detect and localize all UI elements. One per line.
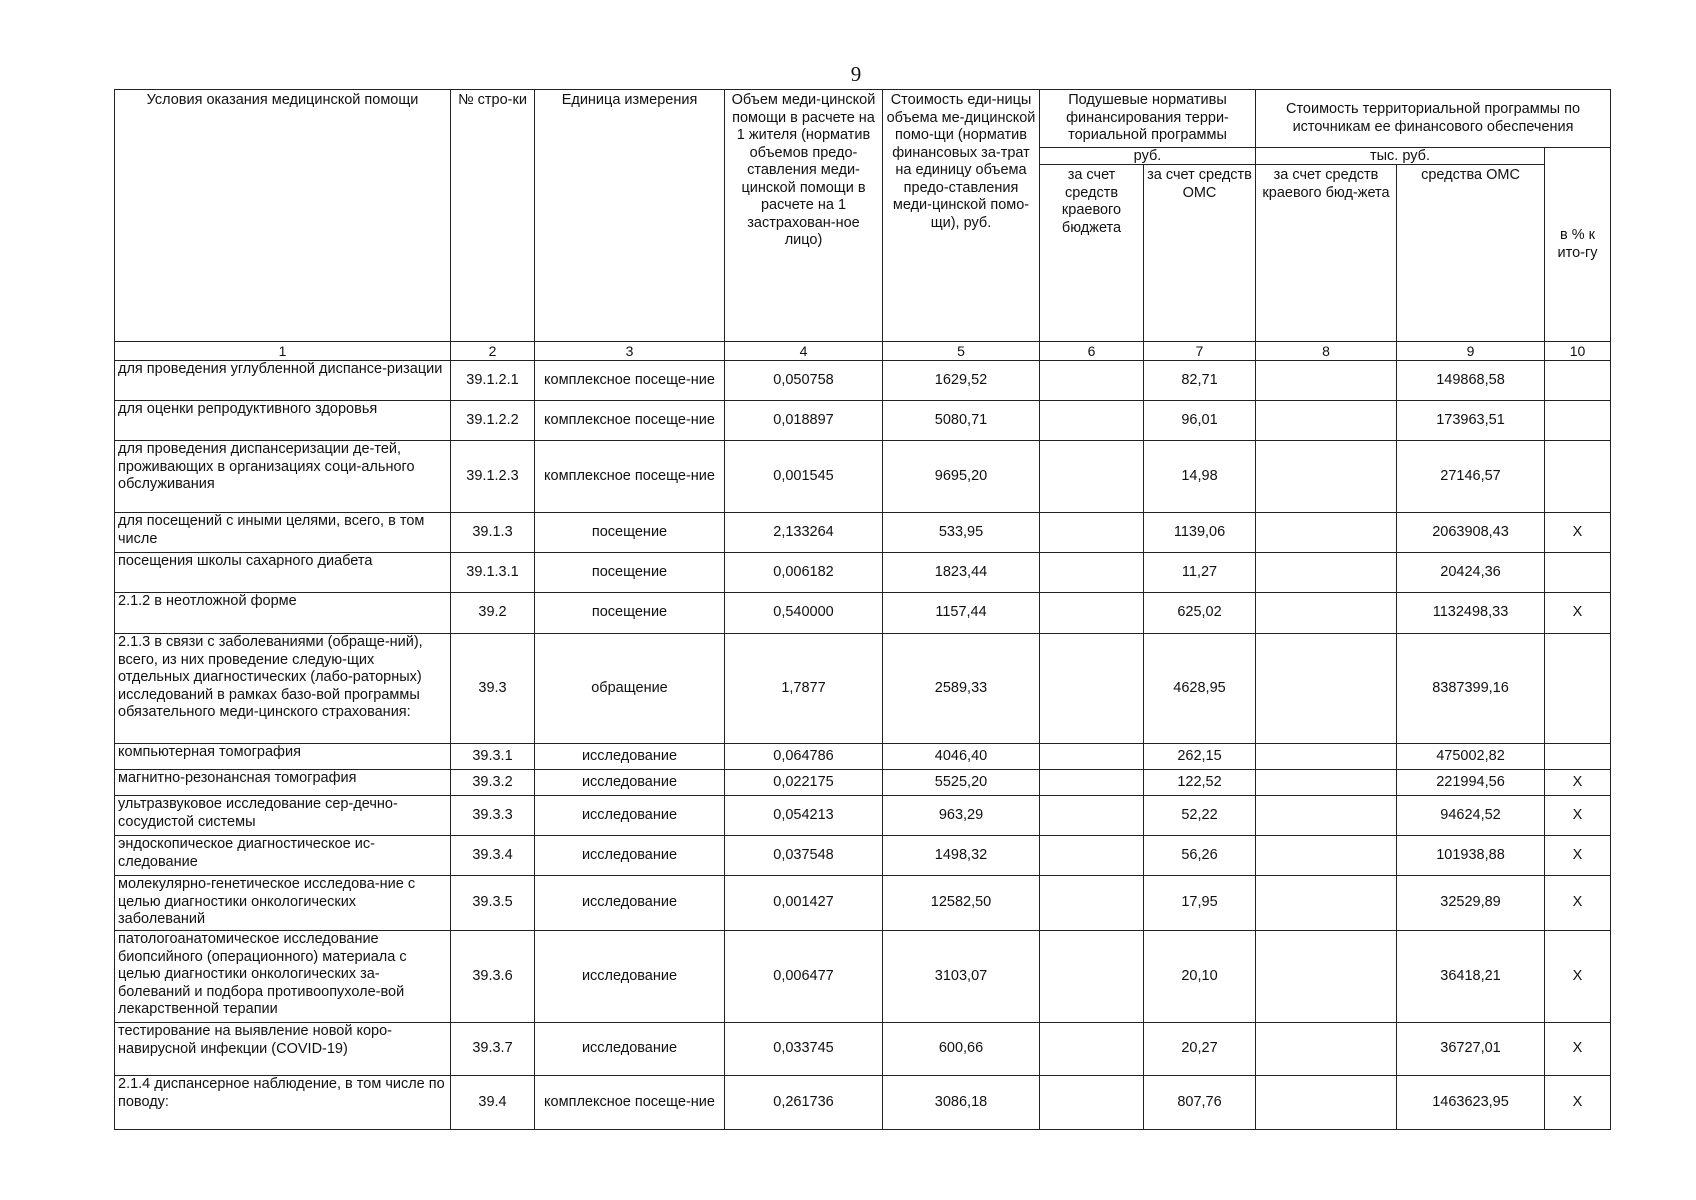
row-unit: посещение — [535, 513, 725, 553]
row-oms-total: 149868,58 — [1397, 361, 1545, 401]
row-volume: 0,054213 — [725, 796, 883, 836]
row-percent-total — [1545, 634, 1611, 744]
row-oms-norm: 1139,06 — [1144, 513, 1256, 553]
table-row — [115, 770, 1611, 796]
row-regional-budget — [1040, 634, 1144, 744]
row-oms-total: 36727,01 — [1397, 1023, 1545, 1076]
row-number: 39.1.3 — [451, 513, 535, 553]
row-oms-norm: 807,76 — [1144, 1076, 1256, 1130]
column-number: 7 — [1144, 342, 1256, 361]
row-oms-total: 8387399,16 — [1397, 634, 1545, 744]
page-number: 9 — [850, 62, 862, 86]
row-oms-total: 36418,21 — [1397, 931, 1545, 1023]
row-volume: 0,540000 — [725, 593, 883, 634]
row-number: 39.1.3.1 — [451, 553, 535, 593]
row-unit: комплексное посеще-ние — [535, 361, 725, 401]
row-unit: обращение — [535, 634, 725, 744]
row-regional-budget-total — [1256, 361, 1397, 401]
row-oms-norm: 625,02 — [1144, 593, 1256, 634]
column-number: 6 — [1040, 342, 1144, 361]
row-oms-norm: 20,10 — [1144, 931, 1256, 1023]
row-volume: 0,006182 — [725, 553, 883, 593]
row-volume: 0,022175 — [725, 770, 883, 796]
row-oms-total: 1463623,95 — [1397, 1076, 1545, 1130]
column-number: 5 — [883, 342, 1040, 361]
row-unit: посещение — [535, 553, 725, 593]
header-rub: руб. — [1040, 148, 1256, 165]
row-regional-budget — [1040, 1076, 1144, 1130]
row-regional-budget — [1040, 744, 1144, 770]
row-unit: исследование — [535, 796, 725, 836]
header-per-capita-norms: Подушевые нормативы финансирования терри-ториальной программы — [1040, 90, 1256, 148]
row-volume: 0,261736 — [725, 1076, 883, 1130]
row-volume: 0,050758 — [725, 361, 883, 401]
row-regional-budget — [1040, 931, 1144, 1023]
row-oms-total: 173963,51 — [1397, 401, 1545, 441]
row-volume: 0,033745 — [725, 1023, 883, 1076]
row-oms-norm: 122,52 — [1144, 770, 1256, 796]
row-percent-total — [1545, 401, 1611, 441]
row-regional-budget — [1040, 876, 1144, 931]
row-oms-total: 94624,52 — [1397, 796, 1545, 836]
row-volume: 1,7877 — [725, 634, 883, 744]
row-regional-budget-total — [1256, 1023, 1397, 1076]
header-unit-cost: Стоимость еди-ницы объема ме-дицинской помо-щи (норматив финансовых за-трат на единицу объема предо-ставления меди-цинской помо-щи), руб. — [883, 90, 1040, 342]
row-name: ультразвуковое исследование сер-дечно-сосудистой системы — [115, 796, 451, 836]
row-number: 39.3 — [451, 634, 535, 744]
row-percent-total: Х — [1545, 593, 1611, 634]
row-unit-cost: 1157,44 — [883, 593, 1040, 634]
row-regional-budget-total — [1256, 553, 1397, 593]
column-number: 9 — [1397, 342, 1545, 361]
row-regional-budget-total — [1256, 1076, 1397, 1130]
row-number: 39.1.2.1 — [451, 361, 535, 401]
row-oms-total: 2063908,43 — [1397, 513, 1545, 553]
header-volume: Объем меди-цинской помощи в расчете на 1 жителя (норматив объемов предо-ставления меди-цинской помощи в расчете на 1 застрахован-ное лицо) — [725, 90, 883, 342]
row-volume: 0,064786 — [725, 744, 883, 770]
table-row — [115, 634, 1611, 744]
row-percent-total: Х — [1545, 770, 1611, 796]
row-unit-cost: 5525,20 — [883, 770, 1040, 796]
row-oms-norm: 11,27 — [1144, 553, 1256, 593]
row-percent-total: Х — [1545, 876, 1611, 931]
row-percent-total: Х — [1545, 1023, 1611, 1076]
row-unit: комплексное посеще-ние — [535, 401, 725, 441]
row-percent-total — [1545, 441, 1611, 513]
row-number: 39.3.6 — [451, 931, 535, 1023]
row-oms-total: 475002,82 — [1397, 744, 1545, 770]
row-unit: комплексное посеще-ние — [535, 1076, 725, 1130]
row-volume: 0,001427 — [725, 876, 883, 931]
table-row — [115, 401, 1611, 441]
column-numbers-row — [115, 342, 1611, 361]
row-oms-total: 27146,57 — [1397, 441, 1545, 513]
row-regional-budget — [1040, 593, 1144, 634]
row-unit: исследование — [535, 744, 725, 770]
table-row — [115, 931, 1611, 1023]
column-number: 2 — [451, 342, 535, 361]
row-volume: 0,006477 — [725, 931, 883, 1023]
row-volume: 0,018897 — [725, 401, 883, 441]
row-oms-norm: 262,15 — [1144, 744, 1256, 770]
row-name: магнитно-резонансная томография — [115, 770, 451, 796]
row-name: компьютерная томография — [115, 744, 451, 770]
row-name: тестирование на выявление новой коро-навирусной инфекции (COVID-19) — [115, 1023, 451, 1076]
row-number: 39.3.7 — [451, 1023, 535, 1076]
header-conditions: Условия оказания медицинской помощи — [115, 90, 451, 342]
row-regional-budget-total — [1256, 441, 1397, 513]
column-number: 4 — [725, 342, 883, 361]
row-unit-cost: 12582,50 — [883, 876, 1040, 931]
row-unit-cost: 600,66 — [883, 1023, 1040, 1076]
row-unit-cost: 533,95 — [883, 513, 1040, 553]
table-row — [115, 744, 1611, 770]
row-unit-cost: 1629,52 — [883, 361, 1040, 401]
column-number: 3 — [535, 342, 725, 361]
row-name: 2.1.2 в неотложной форме — [115, 593, 451, 634]
row-oms-total: 20424,36 — [1397, 553, 1545, 593]
row-unit: исследование — [535, 1023, 725, 1076]
row-number: 39.3.3 — [451, 796, 535, 836]
header-program-cost: Стоимость территориальной программы по источникам ее финансового обеспечения — [1256, 90, 1611, 148]
row-regional-budget-total — [1256, 634, 1397, 744]
table-body — [115, 361, 1611, 1130]
row-percent-total: Х — [1545, 931, 1611, 1023]
row-oms-norm: 14,98 — [1144, 441, 1256, 513]
table-row — [115, 796, 1611, 836]
row-percent-total: Х — [1545, 836, 1611, 876]
row-oms-total: 101938,88 — [1397, 836, 1545, 876]
row-name: 2.1.3 в связи с заболеваниями (обраще-ний), всего, из них проведение следую-щих отдельных диагностических (лабо-раторных) исследований в рамках базо-вой программы обязательного меди-цинского страхования: — [115, 634, 451, 744]
row-name: 2.1.4 диспансерное наблюдение, в том числе по поводу: — [115, 1076, 451, 1130]
row-number: 39.1.2.3 — [451, 441, 535, 513]
row-number: 39.2 — [451, 593, 535, 634]
table-row — [115, 553, 1611, 593]
row-regional-budget — [1040, 1023, 1144, 1076]
table-row — [115, 513, 1611, 553]
table-header — [115, 90, 1611, 361]
row-percent-total: Х — [1545, 513, 1611, 553]
row-oms-norm: 20,27 — [1144, 1023, 1256, 1076]
row-percent-total — [1545, 553, 1611, 593]
row-regional-budget-total — [1256, 770, 1397, 796]
row-name: для проведения диспансеризации де-тей, проживающих в организациях соци-ального обслуживания — [115, 441, 451, 513]
row-name: посещения школы сахарного диабета — [115, 553, 451, 593]
row-regional-budget-total — [1256, 876, 1397, 931]
header-row-number: № стро-ки — [451, 90, 535, 342]
table-row — [115, 876, 1611, 931]
table-row — [115, 361, 1611, 401]
column-number: 8 — [1256, 342, 1397, 361]
column-number: 1 — [115, 342, 451, 361]
header-unit: Единица измерения — [535, 90, 725, 342]
row-regional-budget — [1040, 836, 1144, 876]
row-unit-cost: 5080,71 — [883, 401, 1040, 441]
table-row — [115, 1023, 1611, 1076]
row-regional-budget — [1040, 441, 1144, 513]
header-oms-funds-total: средства ОМС — [1397, 165, 1545, 342]
header-percent-total: в % к ито-гу — [1545, 148, 1611, 342]
row-unit-cost: 963,29 — [883, 796, 1040, 836]
row-oms-total: 1132498,33 — [1397, 593, 1545, 634]
table-row — [115, 1076, 1611, 1130]
row-oms-norm: 17,95 — [1144, 876, 1256, 931]
row-regional-budget-total — [1256, 836, 1397, 876]
header-regional-budget-total: за счет средств краевого бюд-жета — [1256, 165, 1397, 342]
row-number: 39.1.2.2 — [451, 401, 535, 441]
column-number: 10 — [1545, 342, 1611, 361]
row-oms-norm: 96,01 — [1144, 401, 1256, 441]
row-unit: исследование — [535, 770, 725, 796]
row-name: молекулярно-генетическое исследова-ние с целью диагностики онкологических заболеваний — [115, 876, 451, 931]
row-name: патологоанатомическое исследование биопсийного (операционного) материала с целью диагностики онкологических за-болеваний и подбора противоопухоле-вой лекарственной терапии — [115, 931, 451, 1023]
row-unit-cost: 3086,18 — [883, 1076, 1040, 1130]
row-regional-budget — [1040, 361, 1144, 401]
row-oms-norm: 56,26 — [1144, 836, 1256, 876]
row-name: эндоскопическое диагностическое ис-следование — [115, 836, 451, 876]
table-row — [115, 836, 1611, 876]
header-oms-funds: за счет средств ОМС — [1144, 165, 1256, 342]
row-oms-norm: 4628,95 — [1144, 634, 1256, 744]
row-percent-total — [1545, 361, 1611, 401]
row-regional-budget — [1040, 796, 1144, 836]
row-oms-norm: 52,22 — [1144, 796, 1256, 836]
row-unit-cost: 1498,32 — [883, 836, 1040, 876]
row-number: 39.3.4 — [451, 836, 535, 876]
row-regional-budget-total — [1256, 513, 1397, 553]
row-volume: 2,133264 — [725, 513, 883, 553]
row-regional-budget — [1040, 513, 1144, 553]
header-regional-budget: за счет средств краевого бюджета — [1040, 165, 1144, 342]
row-regional-budget-total — [1256, 931, 1397, 1023]
table-row — [115, 441, 1611, 513]
row-regional-budget — [1040, 553, 1144, 593]
row-regional-budget — [1040, 770, 1144, 796]
row-number: 39.4 — [451, 1076, 535, 1130]
row-regional-budget-total — [1256, 593, 1397, 634]
row-volume: 0,037548 — [725, 836, 883, 876]
row-unit-cost: 3103,07 — [883, 931, 1040, 1023]
row-number: 39.3.5 — [451, 876, 535, 931]
row-regional-budget-total — [1256, 401, 1397, 441]
row-oms-total: 221994,56 — [1397, 770, 1545, 796]
row-name: для посещений с иными целями, всего, в том числе — [115, 513, 451, 553]
row-unit-cost: 9695,20 — [883, 441, 1040, 513]
row-oms-total: 32529,89 — [1397, 876, 1545, 931]
row-number: 39.3.1 — [451, 744, 535, 770]
row-percent-total: Х — [1545, 1076, 1611, 1130]
row-number: 39.3.2 — [451, 770, 535, 796]
row-percent-total — [1545, 744, 1611, 770]
row-unit-cost: 1823,44 — [883, 553, 1040, 593]
row-volume: 0,001545 — [725, 441, 883, 513]
row-regional-budget — [1040, 401, 1144, 441]
row-regional-budget-total — [1256, 796, 1397, 836]
row-oms-norm: 82,71 — [1144, 361, 1256, 401]
row-unit: исследование — [535, 931, 725, 1023]
row-unit-cost: 4046,40 — [883, 744, 1040, 770]
row-name: для проведения углубленной диспансе-ризации — [115, 361, 451, 401]
row-percent-total: Х — [1545, 796, 1611, 836]
row-unit-cost: 2589,33 — [883, 634, 1040, 744]
row-unit: исследование — [535, 876, 725, 931]
row-name: для оценки репродуктивного здоровья — [115, 401, 451, 441]
row-unit: комплексное посеще-ние — [535, 441, 725, 513]
program-cost-table — [114, 89, 1611, 1130]
header-thousand-rub: тыс. руб. — [1256, 148, 1545, 165]
row-unit: посещение — [535, 593, 725, 634]
table-row — [115, 593, 1611, 634]
row-regional-budget-total — [1256, 744, 1397, 770]
row-unit: исследование — [535, 836, 725, 876]
